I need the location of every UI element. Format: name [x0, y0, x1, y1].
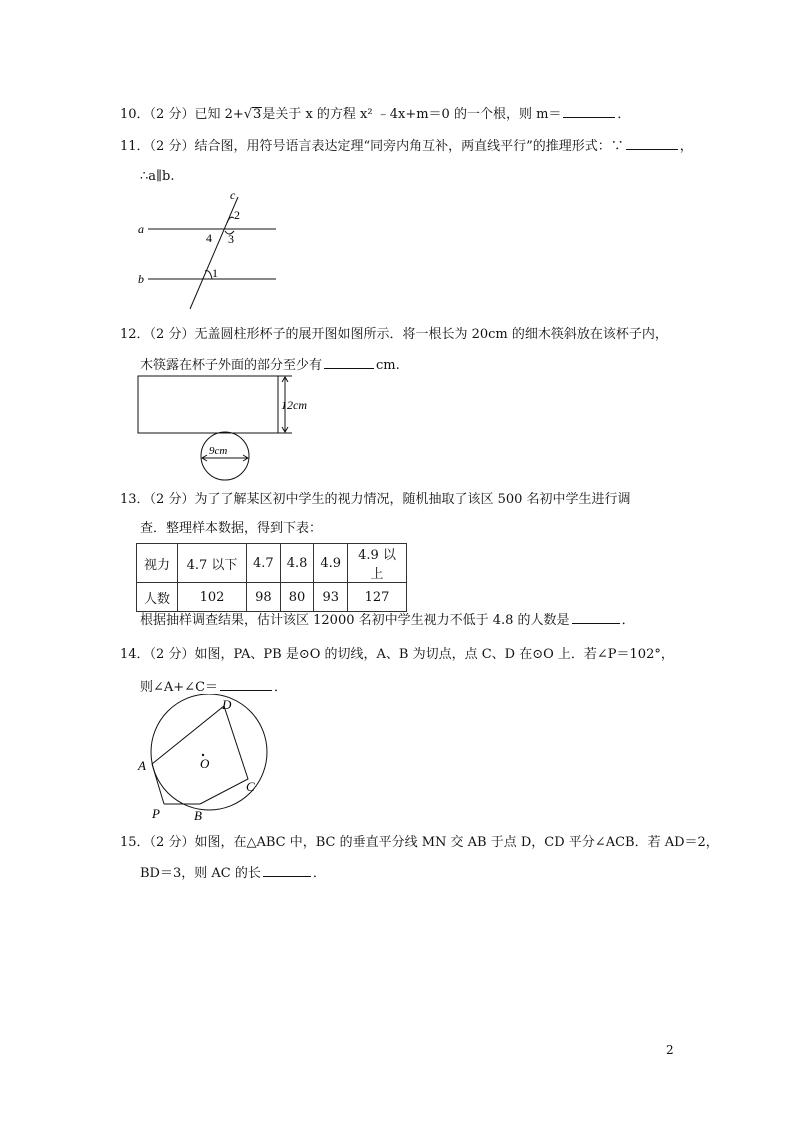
q14-score: （2 分）: [149, 647, 195, 662]
q11-text: 结合图，用符号语言表达定理“同旁内角互补，两直线平行”的推理形式：∵: [194, 139, 624, 154]
table-cell: 人数: [137, 583, 178, 612]
q12-answer-blank[interactable]: [324, 356, 374, 369]
q14-number: 14．: [120, 647, 150, 662]
label-P: P: [152, 806, 160, 821]
table-cell: 视力: [137, 544, 178, 583]
label-3: 3: [228, 232, 234, 246]
q10-answer-blank[interactable]: [563, 105, 615, 118]
table-cell: 4.9: [314, 544, 348, 583]
label-C: C: [246, 779, 255, 794]
net-rectangle: [138, 376, 278, 433]
q15-score: （2 分）: [149, 835, 195, 850]
q15-line2: [140, 864, 326, 883]
q14-line: [120, 646, 674, 664]
table-cell: 4.8: [280, 544, 314, 583]
q13-line2: 查．整理样本数据，得到下表：: [140, 521, 323, 536]
table-cell: 80: [280, 583, 314, 612]
table-cell: 102: [178, 583, 247, 612]
q13-end: ．: [621, 613, 635, 628]
label-B: B: [194, 808, 202, 823]
q13-answer-blank[interactable]: [572, 611, 620, 624]
q12-unit: cm.: [376, 358, 400, 373]
q13-text: 为了了解某区初中学生的视力情况，随机抽取了该区 500 名初中学生进行调: [194, 492, 631, 507]
label-c: c: [230, 188, 236, 202]
label-O: O: [200, 756, 210, 771]
q13-score: （2 分）: [149, 492, 195, 507]
table-cell: 98: [247, 583, 281, 612]
q10-score: （2 分）: [149, 107, 195, 122]
q11-line: [120, 137, 693, 156]
q13-line3-text: 根据抽样调查结果，估计该区 12000 名初中学生视力不低于 4.8 的人数是: [140, 613, 570, 628]
q11-parallel-lines-figure: [130, 185, 290, 315]
q15-line2-text: BD＝3，则 AC 的长: [140, 866, 261, 881]
label-a: a: [138, 222, 144, 236]
q14-text: 如图，PA、PB 是⊙O 的切线，A、B 为切点，点 C、D 在⊙O 上．若∠P＝102°，: [194, 647, 674, 662]
table-cell: 4.7: [247, 544, 281, 583]
table-cell: 4.7 以下: [178, 544, 247, 583]
q11-number: 11．: [120, 139, 150, 154]
label-D: D: [222, 697, 232, 712]
q10-sqrt-value: 3: [253, 107, 262, 122]
table-cell: 93: [314, 583, 348, 612]
q15-number: 15．: [120, 835, 150, 850]
q10-end: ．: [617, 107, 631, 122]
diameter-label: 9cm: [209, 445, 228, 457]
q10-line: [120, 105, 630, 124]
q13-line: [120, 491, 631, 509]
line-c: [190, 197, 238, 309]
q11-line2: ∴a∥b.: [140, 169, 175, 184]
q15-answer-blank[interactable]: [263, 864, 311, 877]
table-header-row: [137, 544, 407, 583]
q12-cylinder-net-figure: [130, 370, 330, 482]
q12-text: 无盖圆柱形杯子的展开图如图所示．将一根长为 20cm 的细木筷斜放在该杯子内，: [194, 327, 668, 342]
table-row: [137, 583, 407, 612]
q11-end: ，: [679, 139, 693, 154]
label-2: 2: [234, 208, 240, 222]
label-4: 4: [206, 231, 212, 245]
q15-text: 如图，在△ABC 中，BC 的垂直平分线 MN 交 AB 于点 D，CD 平分∠ACB．若 AD＝2，: [194, 835, 719, 850]
table-cell: 4.9 以上: [348, 544, 407, 583]
vision-data-table: [136, 543, 407, 612]
q11-answer-blank[interactable]: [626, 137, 678, 150]
q12-score: （2 分）: [149, 327, 195, 342]
q12-line: [120, 326, 668, 344]
q12-line2-text: 木筷露在杯子外面的部分至少有: [140, 358, 323, 373]
q13-number: 13．: [120, 492, 150, 507]
angle-arc-2: [227, 217, 234, 223]
q15-line: [120, 834, 719, 852]
label-1: 1: [212, 266, 218, 280]
q14-circle-tangent-figure: [132, 694, 272, 824]
page-number: 2: [666, 1043, 674, 1057]
q10-number: 10．: [120, 107, 150, 122]
quadrilateral-adcb: [152, 706, 248, 804]
table-cell: 127: [348, 583, 407, 612]
q10-text-a: 已知 2+: [194, 107, 244, 122]
height-label: 12cm: [281, 398, 307, 412]
tangent-pa: [152, 764, 164, 804]
q15-end: ．: [312, 866, 326, 881]
label-b: b: [138, 272, 144, 286]
q11-score: （2 分）: [149, 139, 195, 154]
q12-number: 12．: [120, 327, 150, 342]
sqrt-symbol: √: [243, 107, 253, 122]
label-A: A: [138, 758, 146, 773]
q14-answer-blank[interactable]: [220, 678, 272, 691]
q10-text-b: 是关于 x 的方程 x² ﹣4x+m＝0 的一个根，则 m＝: [262, 107, 562, 122]
q14-line2-text: 则∠A+∠C＝: [140, 680, 219, 695]
q14-end: ．: [274, 680, 288, 695]
q13-line3: [140, 611, 635, 630]
